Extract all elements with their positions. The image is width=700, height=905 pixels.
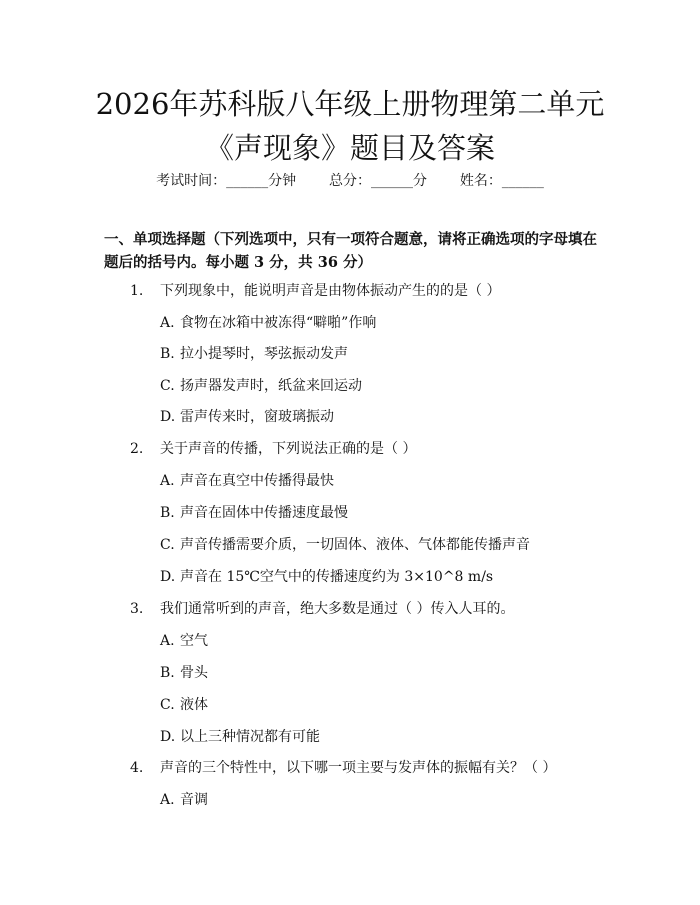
document-title: 2026年苏科版八年级上册物理第二单元《声现象》题目及答案 xyxy=(95,87,605,165)
question-text: 下列现象中，能说明声音是由物体振动产生的的是（ ） xyxy=(160,283,501,299)
option-text: 以上三种情况都有可能 xyxy=(180,729,320,745)
option-letter: A. xyxy=(160,473,175,489)
option-letter: B. xyxy=(160,505,175,521)
option-letter: B. xyxy=(160,665,175,681)
option-text: 骨头 xyxy=(180,665,208,681)
option-letter: A. xyxy=(160,315,175,331)
option-text: 扬声器发声时，纸盆来回运动 xyxy=(180,378,362,394)
student-name-field: 姓名：______ xyxy=(459,173,544,189)
option-text: 雷声传来时，窗玻璃振动 xyxy=(180,409,334,425)
question-text: 声音的三个特性中，以下哪一项主要与发声体的振幅有关？（ ） xyxy=(160,760,557,776)
option-text: 声音传播需要介质，一切固体、液体、气体都能传播声音 xyxy=(180,537,530,553)
question-number: 1. xyxy=(130,283,144,299)
option-text: 食物在冰箱中被冻得“噼啪”作响 xyxy=(180,315,377,331)
option-letter: D. xyxy=(160,409,176,425)
question-number: 3. xyxy=(130,601,144,617)
option-letter: A. xyxy=(160,792,175,808)
total-score-field: 总分：______分 xyxy=(329,173,427,189)
option-text: 空气 xyxy=(180,633,208,649)
option-letter: C. xyxy=(160,537,175,553)
option-letter: D. xyxy=(160,729,176,745)
option-text: 液体 xyxy=(180,697,208,713)
question-number: 4. xyxy=(130,760,144,776)
exam-meta xyxy=(0,170,700,190)
question-text: 关于声音的传播，下列说法正确的是（ ） xyxy=(160,441,417,457)
section-heading: 一、单项选择题（下列选项中，只有一项符合题意，请将正确选项的字母填在题后的括号内。每小题 3 分，共 36 分） xyxy=(104,231,597,271)
option-text: 声音在 15℃空气中的传播速度约为 3×10^8 m/s xyxy=(180,569,494,585)
option-text: 音调 xyxy=(180,792,208,808)
option-letter: D. xyxy=(160,569,176,585)
option-letter: C. xyxy=(160,697,175,713)
option-letter: A. xyxy=(160,633,175,649)
option-text: 声音在真空中传播得最快 xyxy=(180,473,334,489)
exam-time-field: 考试时间：______分钟 xyxy=(156,173,297,189)
option-text: 拉小提琴时，琴弦振动发声 xyxy=(180,346,348,362)
question-text: 我们通常听到的声音，绝大多数是通过（ ）传入人耳的。 xyxy=(160,601,515,617)
option-text: 声音在固体中传播速度最慢 xyxy=(180,505,348,521)
option-letter: C. xyxy=(160,378,175,394)
question-number: 2. xyxy=(130,441,144,457)
option-letter: B. xyxy=(160,346,175,362)
